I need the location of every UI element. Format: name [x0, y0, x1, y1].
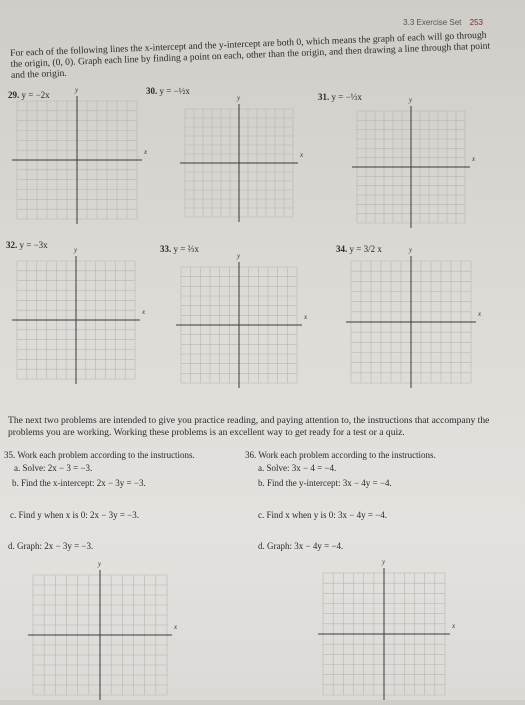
grid-33: [176, 262, 302, 388]
problem-36a: a. Solve: 3x − 4 = −4.: [258, 463, 337, 473]
problem-number: 30.: [146, 86, 158, 96]
problem-35d: d. Graph: 2x − 3y = −3.: [8, 541, 94, 551]
section-number: 3.3: [403, 18, 415, 27]
problem-34-label: [336, 244, 382, 254]
x-axis-label: x: [478, 310, 482, 318]
problem-31-label: [318, 92, 362, 102]
problem-36-title: 36. Work each problem according to the instructions.: [245, 450, 436, 460]
problem-number: 33.: [160, 244, 172, 254]
problem-instructions: For each of the following lines the x-intercept and the y-intercept are both 0, which means the graph of each will go through the origin, (0, 0). Graph each line by finding a point on each, other than the origin, and then drawing a line through that point and the origin.: [10, 29, 491, 81]
problem-equation: y = −½x: [159, 86, 190, 96]
y-axis-label: y: [237, 94, 241, 102]
y-axis-label: y: [98, 560, 102, 568]
problem-32-label: [6, 240, 48, 250]
x-axis-label: x: [144, 148, 148, 156]
practice-paragraph: The next two problems are intended to give you practice reading, and paying attention to, the instructions that accompany the problems you are working. Working these problems is an excellent way to get ready for a test or a quiz.: [8, 415, 490, 438]
problem-30-label: [146, 86, 190, 96]
problem-36c: c. Find x when y is 0: 3x − 4y = −4.: [258, 510, 387, 520]
y-axis-label: y: [409, 96, 413, 104]
y-axis-label: y: [74, 246, 78, 254]
y-axis-label: y: [382, 558, 386, 566]
problem-36b: b. Find the y-intercept: 3x − 4y = −4.: [258, 478, 392, 488]
grid-32: [12, 256, 140, 384]
x-axis-label: x: [142, 308, 146, 316]
problem-number: 29.: [8, 90, 20, 100]
problem-35c: c. Find y when x is 0: 2x − 3y = −3.: [10, 510, 139, 520]
x-axis-label: x: [174, 623, 178, 631]
grid-31: [352, 106, 470, 228]
page-number: 253: [469, 18, 483, 27]
problem-35b: b. Find the x-intercept: 2x − 3y = −3.: [12, 478, 146, 488]
problem-equation: y = ⅔x: [173, 244, 199, 254]
grid-36: [318, 568, 450, 700]
y-axis-label: y: [409, 246, 413, 254]
problem-equation: y = −2x: [21, 90, 50, 100]
grid-35: [28, 570, 172, 700]
x-axis-label: x: [472, 155, 476, 163]
grid-29: [12, 96, 142, 224]
problem-36d: d. Graph: 3x − 4y = −4.: [258, 541, 344, 551]
grid-34: [346, 256, 476, 388]
problem-number: 34.: [336, 244, 348, 254]
grid-30: [180, 104, 298, 222]
problem-equation: y = 3/2 x: [349, 244, 382, 254]
problem-33-label: [160, 244, 199, 254]
problem-number: 31.: [318, 92, 330, 102]
problem-number: 32.: [6, 240, 18, 250]
section-label: Exercise Set: [416, 18, 462, 27]
problem-35a: a. Solve: 2x − 3 = −3.: [14, 463, 93, 473]
y-axis-label: y: [75, 86, 79, 94]
problem-35-title: 35. Work each problem according to the instructions.: [4, 450, 195, 460]
x-axis-label: x: [452, 622, 456, 630]
problem-equation: y = −3x: [19, 240, 48, 250]
y-axis-label: y: [237, 252, 241, 260]
x-axis-label: x: [300, 151, 304, 159]
problem-equation: y = −⅓x: [331, 92, 362, 102]
page-header: [403, 18, 483, 27]
x-axis-label: x: [304, 313, 308, 321]
